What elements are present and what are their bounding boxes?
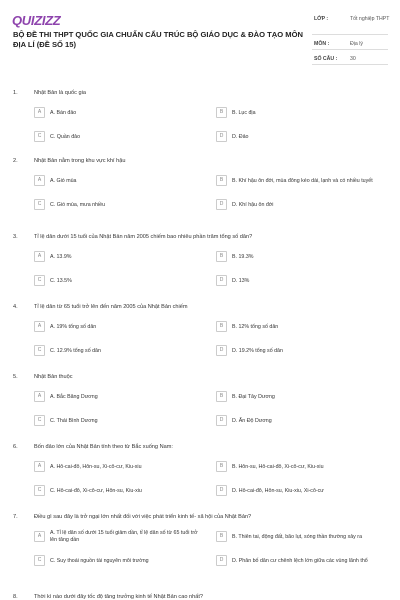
question-5 xyxy=(0,374,400,444)
option-b[interactable] xyxy=(216,104,386,122)
option-text: C. Quần đảo xyxy=(50,133,81,140)
option-b[interactable] xyxy=(216,248,386,266)
quizizz-logo: QUIZIZZ xyxy=(12,13,61,28)
option-text: D. 13% xyxy=(232,277,250,284)
option-text: A. Bắc Băng Dương xyxy=(50,393,98,400)
option-letter-box: C xyxy=(34,275,45,286)
question-number: 7. xyxy=(13,514,18,520)
option-c[interactable] xyxy=(34,272,204,290)
meta-row-class xyxy=(312,10,388,35)
meta-subject-label: MÔN : xyxy=(314,41,330,47)
option-letter-box: D xyxy=(216,485,227,496)
option-text: B. Lục địa xyxy=(232,109,256,116)
question-6 xyxy=(0,444,400,514)
option-letter-box: C xyxy=(34,415,45,426)
question-3 xyxy=(0,234,400,304)
option-text: C. Thái Bình Dương xyxy=(50,417,98,424)
question-text: Tỉ lệ dân từ 65 tuổi trở lên đến năm 2005 của Nhật Bản chiếm xyxy=(34,304,188,310)
option-c[interactable] xyxy=(34,412,204,430)
option-text: D. Hô-cai-đô, Hôn-su, Kiu-xiu, Xi-cô-cư xyxy=(232,487,324,494)
option-text: D. Phân bố dân cư chênh lệch lớn giữa các vùng lãnh thổ xyxy=(232,557,368,564)
option-letter-box: B xyxy=(216,321,227,332)
option-b[interactable] xyxy=(216,528,386,546)
question-text: Bốn đảo lớn của Nhật Bản tính theo từ Bắc xuống Nam: xyxy=(34,444,173,450)
option-letter-box: B xyxy=(216,461,227,472)
option-d[interactable] xyxy=(216,482,386,500)
question-number: 2. xyxy=(13,158,18,164)
option-letter-box: D xyxy=(216,415,227,426)
option-letter-box: C xyxy=(34,485,45,496)
option-text: B. Khí hậu ôn đới, mùa đông kéo dài, lạnh và có nhiều tuyết xyxy=(232,177,373,184)
option-letter-box: C xyxy=(34,555,45,566)
option-letter-box: D xyxy=(216,555,227,566)
option-letter-box: A xyxy=(34,391,45,402)
option-a[interactable] xyxy=(34,528,204,546)
option-letter-box: D xyxy=(216,275,227,286)
option-letter-box: C xyxy=(34,199,45,210)
option-letter-box: B xyxy=(216,531,227,542)
question-7 xyxy=(0,514,400,584)
option-text: B. Thiên tai, động đất, bão lụt, sóng thần thường xảy ra xyxy=(232,533,363,540)
option-b[interactable] xyxy=(216,318,386,336)
option-a[interactable] xyxy=(34,388,204,406)
option-text: B. 12% tổng số dân xyxy=(232,323,279,330)
option-d[interactable] xyxy=(216,128,386,146)
option-text: D. Đảo xyxy=(232,133,249,140)
meta-class-label: LỚP : xyxy=(314,16,329,22)
option-b[interactable] xyxy=(216,388,386,406)
question-text: Điều gì sau đây là trở ngại lớn nhất đối với việc phát triển kinh tế- xã hội của Nhật Bản? xyxy=(34,514,252,520)
option-c[interactable] xyxy=(34,128,204,146)
option-letter-box: A xyxy=(34,531,45,542)
option-text: A. 13.9% xyxy=(50,253,72,260)
option-a[interactable] xyxy=(34,458,204,476)
meta-count-value: 30 xyxy=(350,56,356,62)
question-text: Nhật Bản nằm trong khu vực khí hậu xyxy=(34,158,126,164)
option-text: B. Hôn-su, Hô-cai-đô, Xi-cô-cư, Kiu-xiu xyxy=(232,463,324,470)
option-text: D. 19.2% tổng số dân xyxy=(232,347,283,354)
question-number: 6. xyxy=(13,444,18,450)
option-text: C. Gió mùa, mưa nhiều xyxy=(50,201,106,208)
option-d[interactable] xyxy=(216,552,386,570)
option-c[interactable] xyxy=(34,482,204,500)
option-letter-box: A xyxy=(34,175,45,186)
option-d[interactable] xyxy=(216,272,386,290)
question-8 xyxy=(0,594,400,600)
option-letter-box: A xyxy=(34,461,45,472)
option-text: D. Khí hậu ôn đới xyxy=(232,201,274,208)
option-text: A. Bán đảo xyxy=(50,109,77,116)
option-a[interactable] xyxy=(34,172,204,190)
option-d[interactable] xyxy=(216,342,386,360)
option-letter-box: B xyxy=(216,107,227,118)
meta-row-subject xyxy=(312,35,388,50)
meta-count-label: SỐ CÂU : xyxy=(314,56,338,62)
option-text: B. 19.3% xyxy=(232,253,254,260)
option-a[interactable] xyxy=(34,318,204,336)
option-text: B. Đại Tây Dương xyxy=(232,393,275,400)
option-letter-box: B xyxy=(216,251,227,262)
option-letter-box: D xyxy=(216,131,227,142)
option-letter-box: A xyxy=(34,251,45,262)
document-title: BỘ ĐỀ THI THPT QUỐC GIA CHUẨN CẤU TRÚC BỘ GIÁO DỤC & ĐÀO TẠO MÔN ĐỊA LÍ (ĐỀ SỐ 15) xyxy=(13,30,303,49)
meta-subject-value: Địa lý xyxy=(350,41,363,47)
option-text: D. Ấn Độ Dương xyxy=(232,417,272,424)
option-b[interactable] xyxy=(216,458,386,476)
option-letter-box: D xyxy=(216,199,227,210)
option-c[interactable] xyxy=(34,196,204,214)
option-c[interactable] xyxy=(34,552,204,570)
option-letter-box: A xyxy=(34,107,45,118)
option-b[interactable] xyxy=(216,172,386,190)
option-a[interactable] xyxy=(34,104,204,122)
option-c[interactable] xyxy=(34,342,204,360)
question-4 xyxy=(0,304,400,374)
option-letter-box: B xyxy=(216,175,227,186)
question-text: Thời kì nào dưới đây tốc độ tăng trưởng kinh tế Nhật Bản cao nhất? xyxy=(34,594,204,600)
question-number: 4. xyxy=(13,304,18,310)
option-text: A. 19% tổng số dân xyxy=(50,323,97,330)
option-letter-box: C xyxy=(34,131,45,142)
option-text: C. 13.5% xyxy=(50,277,72,284)
question-text: Tỉ lệ dân dưới 15 tuổi của Nhật Bản năm 2005 chiếm bao nhiêu phần trăm tổng số dân? xyxy=(34,234,253,240)
option-text: A. Hô-cai-đô, Hôn-su, Xi-cô-cư, Kiu-xiu xyxy=(50,463,142,470)
question-number: 5. xyxy=(13,374,18,380)
option-d[interactable] xyxy=(216,196,386,214)
option-a[interactable] xyxy=(34,248,204,266)
question-2 xyxy=(0,158,400,228)
option-text: A. Gió mùa xyxy=(50,177,77,184)
option-text: C. 12.9% tổng số dân xyxy=(50,347,101,354)
question-1 xyxy=(0,90,400,160)
option-d[interactable] xyxy=(216,412,386,430)
option-letter-box: C xyxy=(34,345,45,356)
question-text: Nhật Bản là quốc gia xyxy=(34,90,86,96)
option-letter-box: D xyxy=(216,345,227,356)
option-letter-box: B xyxy=(216,391,227,402)
option-letter-box: A xyxy=(34,321,45,332)
meta-row-count xyxy=(312,50,388,65)
option-text: C. Suy thoái nguồn tài nguyên môi trường xyxy=(50,557,149,564)
option-text: A. Tỉ lệ dân số dưới 15 tuổi giảm dần, tỉ lệ dân số từ 65 tuổi trở lên tăng dần xyxy=(50,530,198,543)
question-number: 8. xyxy=(13,594,18,600)
question-number: 1. xyxy=(13,90,18,96)
worksheet-header xyxy=(0,0,400,82)
meta-box xyxy=(312,10,388,65)
meta-class-value: Tốt nghiệp THPT xyxy=(350,16,390,22)
question-text: Nhật Bản thuộc xyxy=(34,374,73,380)
option-text: C. Hô-cai-đô, Xi-cô-cư, Hôn-su, Kiu-xiu xyxy=(50,487,142,494)
question-number: 3. xyxy=(13,234,18,240)
